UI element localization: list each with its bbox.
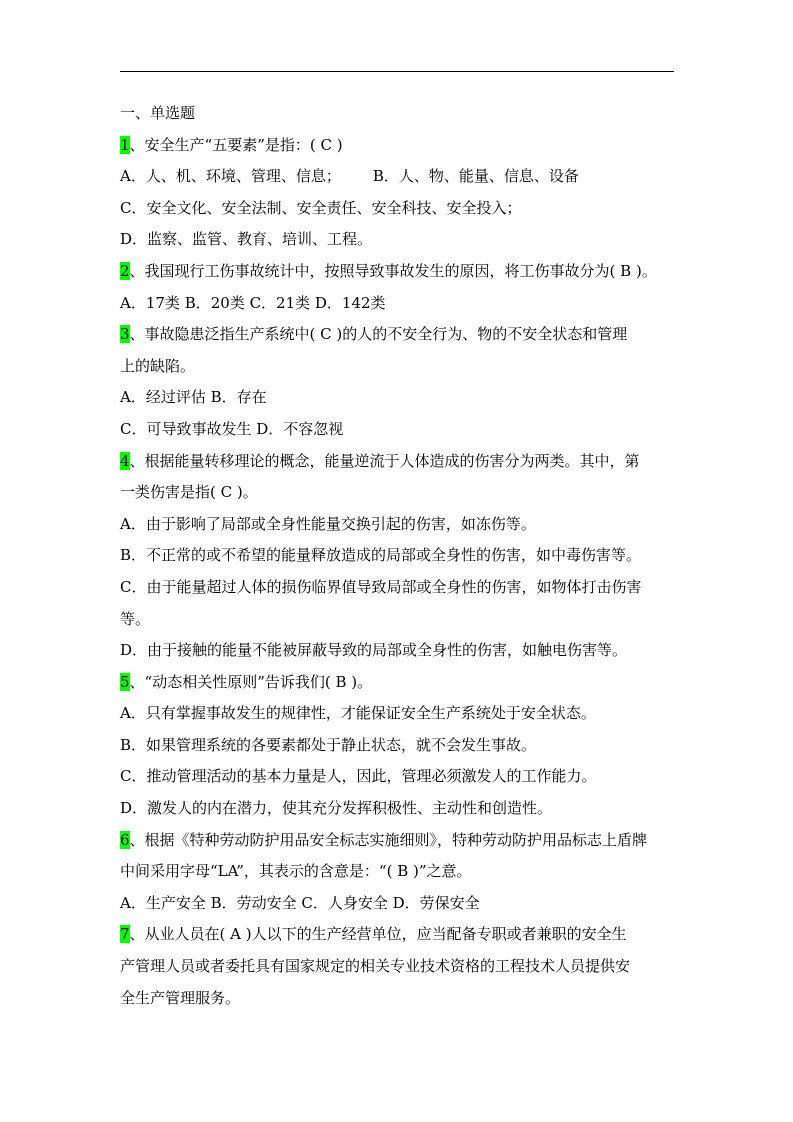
option-text: C．由于能量超过人体的损伤临界值导致局部或全身性的伤害，如物体打击伤害: [120, 577, 642, 596]
question-stem: [120, 130, 676, 162]
question-item: [120, 319, 676, 445]
option-line: [120, 193, 676, 225]
option-line: [120, 414, 676, 446]
question-text: 、安全生产“五要素”是指：( C ): [129, 135, 343, 154]
question-stem: [120, 256, 676, 288]
option-text: D．监察、监管、教育、培训、工程。: [120, 230, 373, 249]
option-text: C．安全文化、安全法制、安全责任、安全科技、安全投入；: [120, 198, 522, 217]
question-text: 、根据能量转移理论的概念，能量逆流于人体造成的伤害分为两类。其中，第: [129, 451, 640, 470]
question-stem: [120, 667, 676, 699]
option-line: [120, 161, 676, 193]
option-line: [120, 540, 676, 572]
option-text: D．激发人的内在潜力，使其充分发挥积极性、主动性和创造性。: [120, 799, 553, 818]
question-number: 3: [120, 325, 130, 344]
option-line: [120, 509, 676, 541]
question-item: [120, 130, 676, 256]
option-text: 等。: [120, 609, 151, 628]
question-number: 1: [120, 135, 130, 154]
question-text: 、从业人员在( A )人以下的生产经营单位，应当配备专职或者兼职的安全生: [129, 925, 627, 944]
option-line: [120, 888, 676, 920]
option-text: A．17类 B．20类 C．21类 D．142类: [120, 293, 386, 312]
question-text: 一类伤害是指( C )。: [120, 483, 258, 502]
question-text: 、根据《特种劳动防护用品安全标志实施细则》，特种劳动防护用品标志上盾牌: [129, 830, 648, 849]
option-text: A．由于影响了局部或全身性能量交换引起的伤害，如冻伤等。: [120, 514, 536, 533]
question-stem-continued: [120, 983, 676, 1015]
header-rule: [120, 71, 674, 72]
option-line: [120, 224, 676, 256]
question-stem: [120, 825, 676, 857]
option-text: B．人、物、能量、信息、设备: [372, 167, 579, 186]
question-list: [120, 130, 676, 1015]
option-line: [120, 698, 676, 730]
question-item: [120, 667, 676, 825]
option-line: [120, 288, 676, 320]
question-stem: [120, 446, 676, 478]
question-text: 、“动态相关性原则”告诉我们( B )。: [129, 672, 373, 691]
option-line: [120, 382, 676, 414]
option-text: D．由于接触的能量不能被屏蔽导致的局部或全身性的伤害，如触电伤害等。: [120, 641, 628, 660]
question-stem-continued: [120, 856, 676, 888]
question-item: [120, 256, 676, 319]
question-number: 5: [120, 672, 130, 691]
question-text: 上的缺陷。: [120, 356, 196, 375]
question-item: [120, 446, 676, 667]
option-text: B．如果管理系统的各要素都处于静止状态，就不会发生事故。: [120, 735, 537, 754]
question-number: 2: [120, 261, 130, 280]
question-item: [120, 919, 676, 1014]
option-line: [120, 761, 676, 793]
document-body: [120, 98, 676, 1014]
question-stem: [120, 919, 676, 951]
question-text: 中间采用字母“LA”，其表示的含意是：“( B )”之意。: [120, 862, 472, 881]
question-stem: [120, 319, 676, 351]
option-text: B．不正常的或不希望的能量释放造成的局部或全身性的伤害，如中毒伤害等。: [120, 546, 642, 565]
option-line: [120, 730, 676, 762]
section-title: 一、单选题: [120, 104, 196, 122]
option-line: [120, 793, 676, 825]
question-stem-continued: [120, 477, 676, 509]
question-item: [120, 825, 676, 920]
question-number: 6: [120, 830, 130, 849]
option-text: A．只有掌握事故发生的规律性，才能保证安全生产系统处于安全状态。: [120, 704, 596, 723]
option-line: [120, 572, 676, 604]
question-text: 、我国现行工伤事故统计中，按照导致事故发生的原因，将工伤事故分为( B )。: [129, 261, 657, 280]
question-stem-continued: [120, 351, 676, 383]
option-text: A．生产安全 B．劳动安全 C．人身安全 D．劳保安全: [120, 893, 480, 912]
question-number: 4: [120, 451, 130, 470]
option-line: [120, 604, 676, 636]
question-text: 全生产管理服务。: [120, 988, 241, 1007]
question-stem-continued: [120, 951, 676, 983]
option-text: C．可导致事故发生 D．不容忽视: [120, 419, 344, 438]
option-line: [120, 635, 676, 667]
option-text: A．经过评估 B．存在: [120, 388, 267, 407]
question-number: 7: [120, 925, 130, 944]
option-text: A．人、机、环境、管理、信息；: [120, 167, 341, 186]
option-text: C．推动管理活动的基本力量是人，因此，管理必须激发人的工作能力。: [120, 767, 597, 786]
question-text: 产管理人员或者委托具有国家规定的相关专业技术资格的工程技术人员提供安: [120, 957, 631, 976]
question-text: 、事故隐患泛指生产系统中( C )的人的不安全行为、物的不安全状态和管理: [129, 325, 628, 344]
